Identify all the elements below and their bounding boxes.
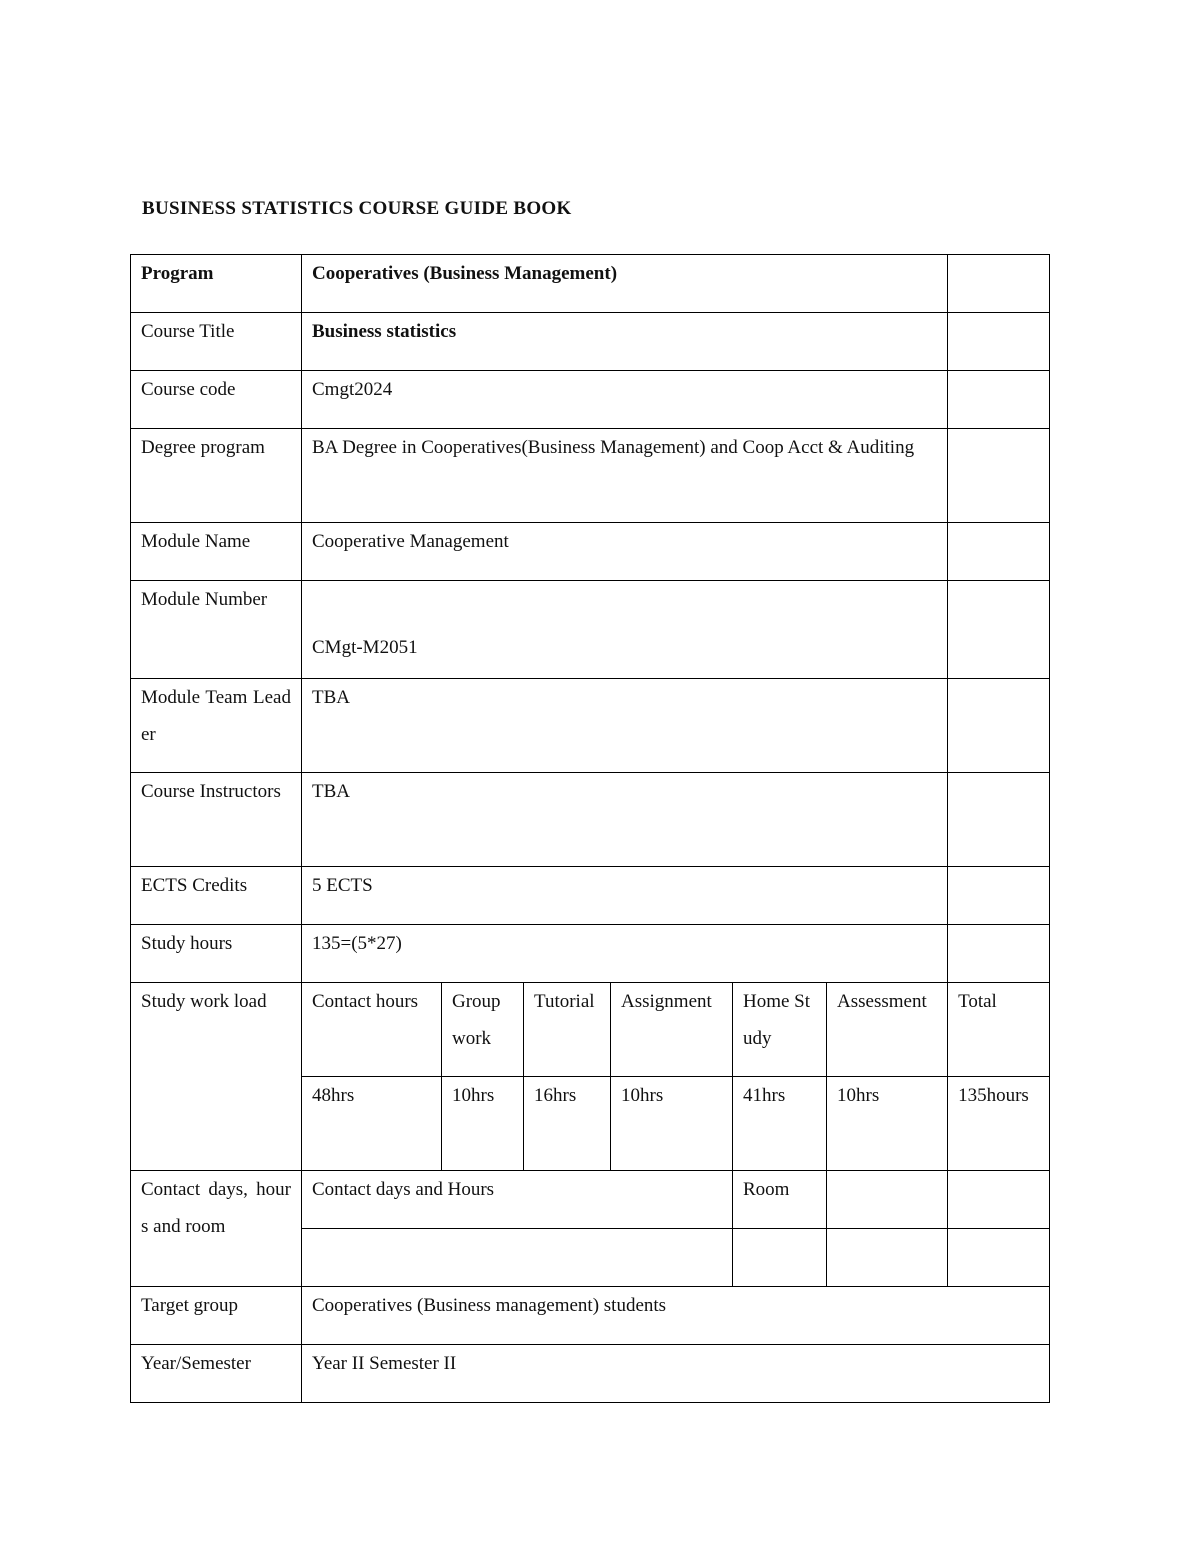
empty-cell [948,867,1050,925]
target-group-value: Cooperatives (Business management) students [302,1287,1050,1345]
course-instructors-value: TBA [302,773,948,867]
row-workload-headers [131,983,1050,1077]
empty-cell [948,581,1050,679]
row-study-hours [131,925,1050,983]
document-title: BUSINESS STATISTICS COURSE GUIDE BOOK [142,198,572,219]
contact-label: Contact days, hours and room [131,1171,302,1287]
contact-days-hours-header: Contact days and Hours [302,1171,733,1229]
degree-program-label: Degree program [131,429,302,523]
row-course-code [131,371,1050,429]
empty-cell [827,1229,948,1287]
empty-cell [948,1229,1050,1287]
row-degree-program [131,429,1050,523]
course-code-value: Cmgt2024 [302,371,948,429]
study-hours-label: Study hours [131,925,302,983]
module-name-value: Cooperative Management [302,523,948,581]
module-team-leader-value: TBA [302,679,948,773]
workload-header: Total [948,983,1050,1077]
row-target-group [131,1287,1050,1345]
room-header: Room [733,1171,827,1229]
row-module-name [131,523,1050,581]
workload-value: 10hrs [442,1077,524,1171]
contact-days-hours-value [302,1229,733,1287]
workload-header: Tutorial [524,983,611,1077]
year-semester-value: Year II Semester II [302,1345,1050,1403]
workload-value: 16hrs [524,1077,611,1171]
year-semester-label: Year/Semester [131,1345,302,1403]
row-program [131,255,1050,313]
ects-credits-label: ECTS Credits [131,867,302,925]
program-value: Cooperatives (Business Management) [302,255,948,313]
workload-value: 10hrs [611,1077,733,1171]
workload-value: 48hrs [302,1077,442,1171]
empty-cell [948,1171,1050,1229]
empty-cell [948,371,1050,429]
course-title-value: Business statistics [302,313,948,371]
empty-cell [948,313,1050,371]
row-module-number [131,581,1050,679]
ects-credits-value: 5 ECTS [302,867,948,925]
row-course-title [131,313,1050,371]
row-year-semester [131,1345,1050,1403]
workload-header: Assignment [611,983,733,1077]
target-group-label: Target group [131,1287,302,1345]
empty-cell [948,523,1050,581]
module-team-leader-label: Module Team Leader [131,679,302,773]
degree-program-value: BA Degree in Cooperatives(Business Management) and Coop Acct & Auditing [302,429,948,523]
course-title-label: Course Title [131,313,302,371]
workload-value: 41hrs [733,1077,827,1171]
empty-cell [827,1171,948,1229]
row-course-instructors [131,773,1050,867]
row-contact-headers [131,1171,1050,1229]
empty-cell [948,429,1050,523]
study-hours-value: 135=(5*27) [302,925,948,983]
course-instructors-label: Course Instructors [131,773,302,867]
module-number-label: Module Number [131,581,302,679]
module-number-value: CMgt-M2051 [302,581,948,679]
workload-header: Assessment [827,983,948,1077]
empty-cell [948,679,1050,773]
workload-header: Home Study [733,983,827,1077]
workload-header: Group work [442,983,524,1077]
row-ects-credits [131,867,1050,925]
study-work-load-label: Study work load [131,983,302,1171]
course-guide-table [130,254,1050,1403]
empty-cell [948,773,1050,867]
program-label: Program [131,255,302,313]
empty-cell [948,925,1050,983]
empty-cell [948,255,1050,313]
workload-header: Contact hours [302,983,442,1077]
course-code-label: Course code [131,371,302,429]
row-module-team-leader [131,679,1050,773]
workload-value: 10hrs [827,1077,948,1171]
room-value [733,1229,827,1287]
workload-value: 135hours [948,1077,1050,1171]
module-name-label: Module Name [131,523,302,581]
